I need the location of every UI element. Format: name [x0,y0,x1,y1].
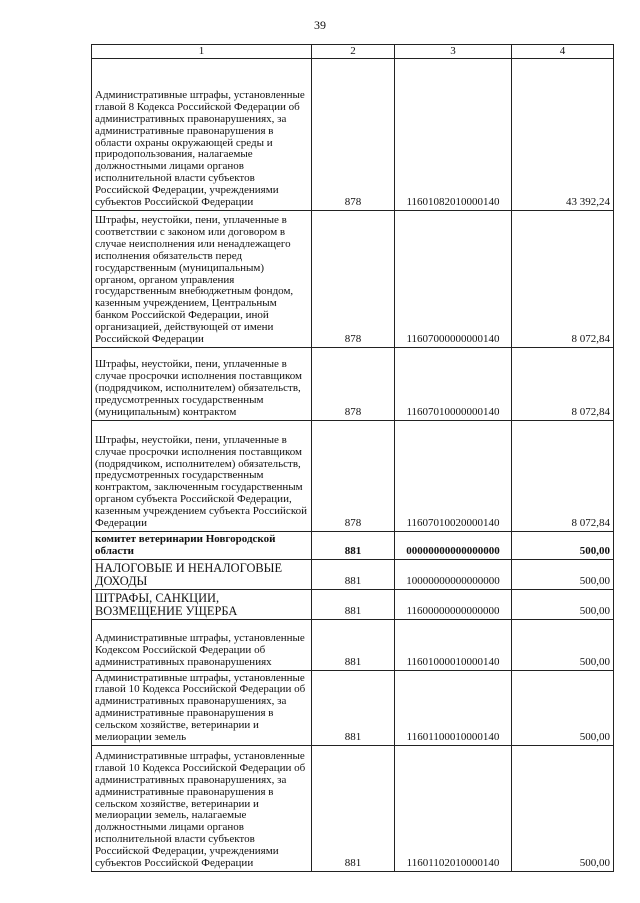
row-admin-code: 878 [312,211,395,348]
row-admin-code: 878 [312,59,395,211]
row-admin-code: 878 [312,348,395,421]
row-budget-code: 11601000010000140 [395,620,512,671]
row-name: Штрафы, неустойки, пени, уплаченные в соответствии с законом или договором в случае неисполнения или ненадлежащего исполнения обязательств перед государственным (муниципальным) органом, органом управления государственным внебюджетным фондом, казенным учреждением, Центральным банком Российской Федерации, иной организацией, действующей от имени Российской Федерации [92,211,312,348]
header-col-amount: 4 [512,45,614,59]
row-admin-code: 881 [312,671,395,746]
table-row [92,620,614,671]
row-amount: 500,00 [512,532,614,560]
row-name: комитет ветеринарии Новгородской области [92,532,312,560]
row-admin-code: 881 [312,746,395,872]
header-col-admin: 2 [312,45,395,59]
row-admin-code: 881 [312,560,395,590]
row-name: Административные штрафы, установленные главой 10 Кодекса Российской Федерации об административных правонарушениях, за административные правонарушения в сельском хозяйстве, ветеринарии и мелиорации земель [92,671,312,746]
row-budget-code: 11600000000000000 [395,590,512,620]
row-budget-code: 11601100010000140 [395,671,512,746]
row-name: Штрафы, неустойки, пени, уплаченные в случае просрочки исполнения поставщиком (подрядчиком, исполнителем) обязательств, предусмотренных государственным контрактом, заключенным государственным органом субъекта Российской Федерации, казенным учреждением субъекта Российской Федерации [92,421,312,532]
row-budget-code: 11607000000000140 [395,211,512,348]
row-admin-code: 881 [312,620,395,671]
table-row-department [92,532,614,560]
row-amount: 500,00 [512,560,614,590]
row-amount: 8 072,84 [512,348,614,421]
row-name: Административные штрафы, установленные Кодексом Российской Федерации об административных правонарушениях [92,620,312,671]
row-admin-code: 881 [312,532,395,560]
row-name: НАЛОГОВЫЕ И НЕНАЛОГОВЫЕ ДОХОДЫ [92,560,312,590]
page-number: 39 [314,18,326,32]
table-row [92,348,614,421]
row-budget-code: 10000000000000000 [395,560,512,590]
row-name: Административные штрафы, установленные главой 8 Кодекса Российской Федерации об административных правонарушениях, за административные правонарушения в области охраны окружающей среды и природопользования, налагаемые должностными лицами органов исполнительной власти субъектов Российской Федерации, учреждениями субъектов Российской Федерации [92,59,312,211]
row-budget-code: 11607010000000140 [395,348,512,421]
table-row-section [92,560,614,590]
row-budget-code: 11601102010000140 [395,746,512,872]
row-name: Штрафы, неустойки, пени, уплаченные в случае просрочки исполнения поставщиком (подрядчиком, исполнителем) обязательств, предусмотренных государственным (муниципальным) контрактом [92,348,312,421]
header-col-name: 1 [92,45,312,59]
row-admin-code: 878 [312,421,395,532]
table-row [92,59,614,211]
table-header [92,45,614,59]
row-budget-code: 11601082010000140 [395,59,512,211]
table-row-section [92,590,614,620]
header-row [92,45,614,59]
row-amount: 500,00 [512,746,614,872]
table-row [92,746,614,872]
row-amount: 500,00 [512,671,614,746]
row-budget-code: 11607010020000140 [395,421,512,532]
row-amount: 43 392,24 [512,59,614,211]
row-amount: 8 072,84 [512,211,614,348]
revenue-table [91,44,614,872]
row-name: ШТРАФЫ, САНКЦИИ, ВОЗМЕЩЕНИЕ УЩЕРБА [92,590,312,620]
table-body [92,59,614,872]
row-budget-code: 00000000000000000 [395,532,512,560]
row-amount: 500,00 [512,620,614,671]
table-row [92,421,614,532]
header-col-code: 3 [395,45,512,59]
row-name: Административные штрафы, установленные главой 10 Кодекса Российской Федерации об административных правонарушениях, за административные правонарушения в сельском хозяйстве, ветеринарии и мелиорации земель, налагаемые должностными лицами органов исполнительной власти субъектов Российской Федерации, учреждениями субъектов Российской Федерации [92,746,312,872]
table-row [92,671,614,746]
row-amount: 500,00 [512,590,614,620]
row-amount: 8 072,84 [512,421,614,532]
table-row [92,211,614,348]
row-admin-code: 881 [312,590,395,620]
